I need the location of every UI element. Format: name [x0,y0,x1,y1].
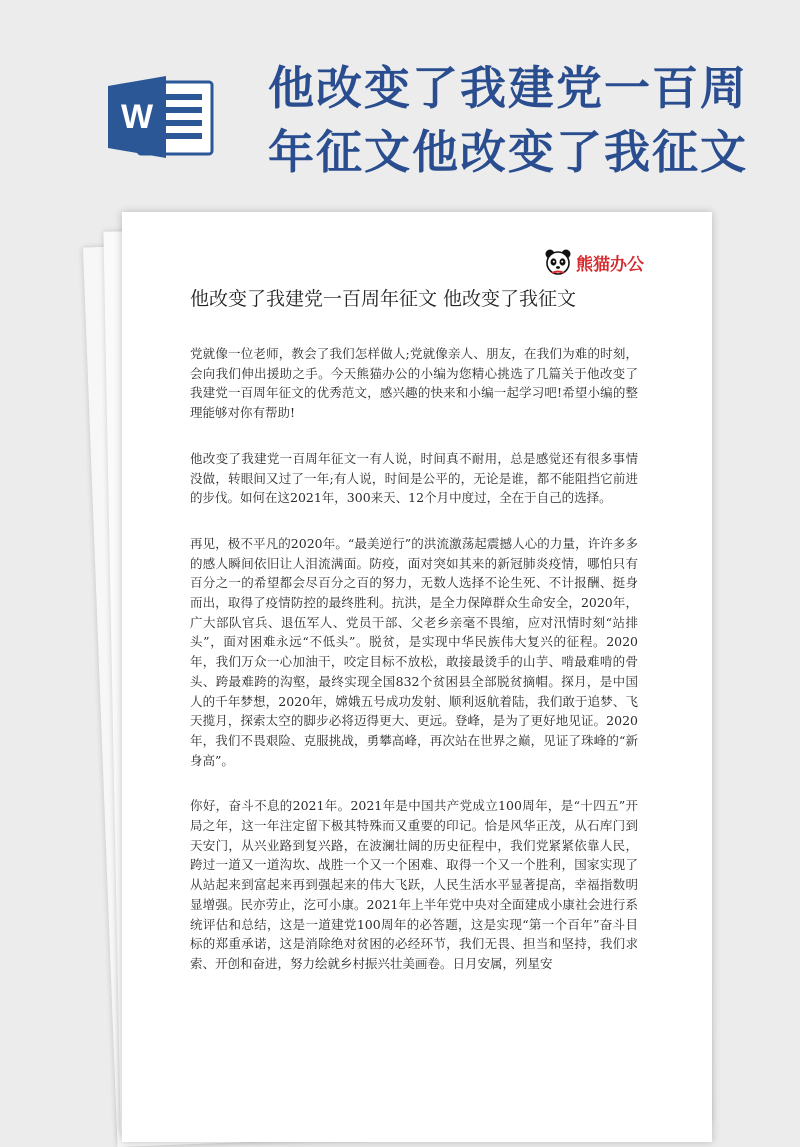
paragraph-3: 你好，奋斗不息的2021年。2021年是中国共产党成立100周年，是“十四五”开局之年，这一年注定留下极其特殊而又重要的印记。恰是风华正茂，从石库门到天安门，从兴业路到复兴路，在波澜壮阔的历史征程中，我们党紧紧依靠人民，跨过一道又一道沟坎、战胜一个又一个困难、取得一个又一个胜利，国家实现了从站起来到富起来再到强起来的伟大飞跃，人民生活水平显著提高，幸福指数明显增强。民亦劳止，汔可小康。2021年上半年党中央对全面建成小康社会进行系统评估和总结，这是一道建党100周年的必答题，这是实现“第一个百年”奋斗目标的郑重承诺，这是消除绝对贫困的必经环节，我们无畏、担当和坚持，我们求索、开创和奋进，努力绘就乡村振兴壮美画卷。日月安属，列星安 [190,798,638,971]
brand-logo [544,248,644,276]
page-header [0,0,800,200]
banner-title-line1: 他改变了我建党一百周 [268,61,748,115]
paragraph-intro: 党就像一位老师，教会了我们怎样做人;党就像亲人、朋友，在我们为难的时刻，会向我们伸出援助之手。今天熊猫办公的小编为您精心挑选了几篇关于他改变了我建党一百周年征文的优秀范文，感兴趣的快来和小编一起学习吧!希望小编的整理能够对你有帮助! [190,346,638,421]
banner-title-line2: 年征文他改变了我征文 [268,125,748,179]
paragraph-2: 再见，极不平凡的2020年。“最美逆行”的洪流激荡起震撼人心的力量，许许多多的感人瞬间依旧让人泪流满面。防疫，面对突如其来的新冠肺炎疫情，哪怕只有百分之一的希望都会尽百分之百的努力，无数人选择不论生死、不计报酬、挺身而出，取得了疫情防控的最终胜利。抗洪，是全力保障群众生命安全，2020年，广大部队官兵、退伍军人、党员干部、父老乡亲毫不畏缩，应对汛情时刻“站排头”，面对困难永远“不低头”。脱贫，是实现中华民族伟大复兴的征程。2020年，我们万众一心加油干，咬定目标不放松，敢接最烫手的山芋、啃最难啃的骨头、跨最难跨的沟壑，最终实现全国832个贫困县全部脱贫摘帽。探月，是中国人的千年梦想，2020年，嫦娥五号成功发射、顺利返航着陆，我们敢于追梦、飞天揽月，探索太空的脚步必将迈得更大、更远。登峰，是为了更好地见证。2020年，我们不畏艰险、克服挑战，勇攀高峰，再次站在世界之巅，见证了珠峰的“新身高”。 [190,535,638,768]
word-document-icon [106,72,216,162]
panda-icon [544,248,572,276]
brand-name: 熊猫办公 [576,254,644,275]
document-body [190,344,638,974]
word-icon-letter: W [120,98,154,136]
document-title: 他改变了我建党一百周年征文 他改变了我征文 [190,288,577,310]
banner-title [268,56,788,184]
paragraph-1: 他改变了我建党一百周年征文一有人说，时间真不耐用，总是感觉还有很多事情没做，转眼间又过了一年;有人说，时间是公平的，无论是谁，都不能阻挡它前进的步伐。如何在这2021年，300来天、12个月中度过，全在于自己的选择。 [190,450,638,506]
document-page [122,212,712,1142]
